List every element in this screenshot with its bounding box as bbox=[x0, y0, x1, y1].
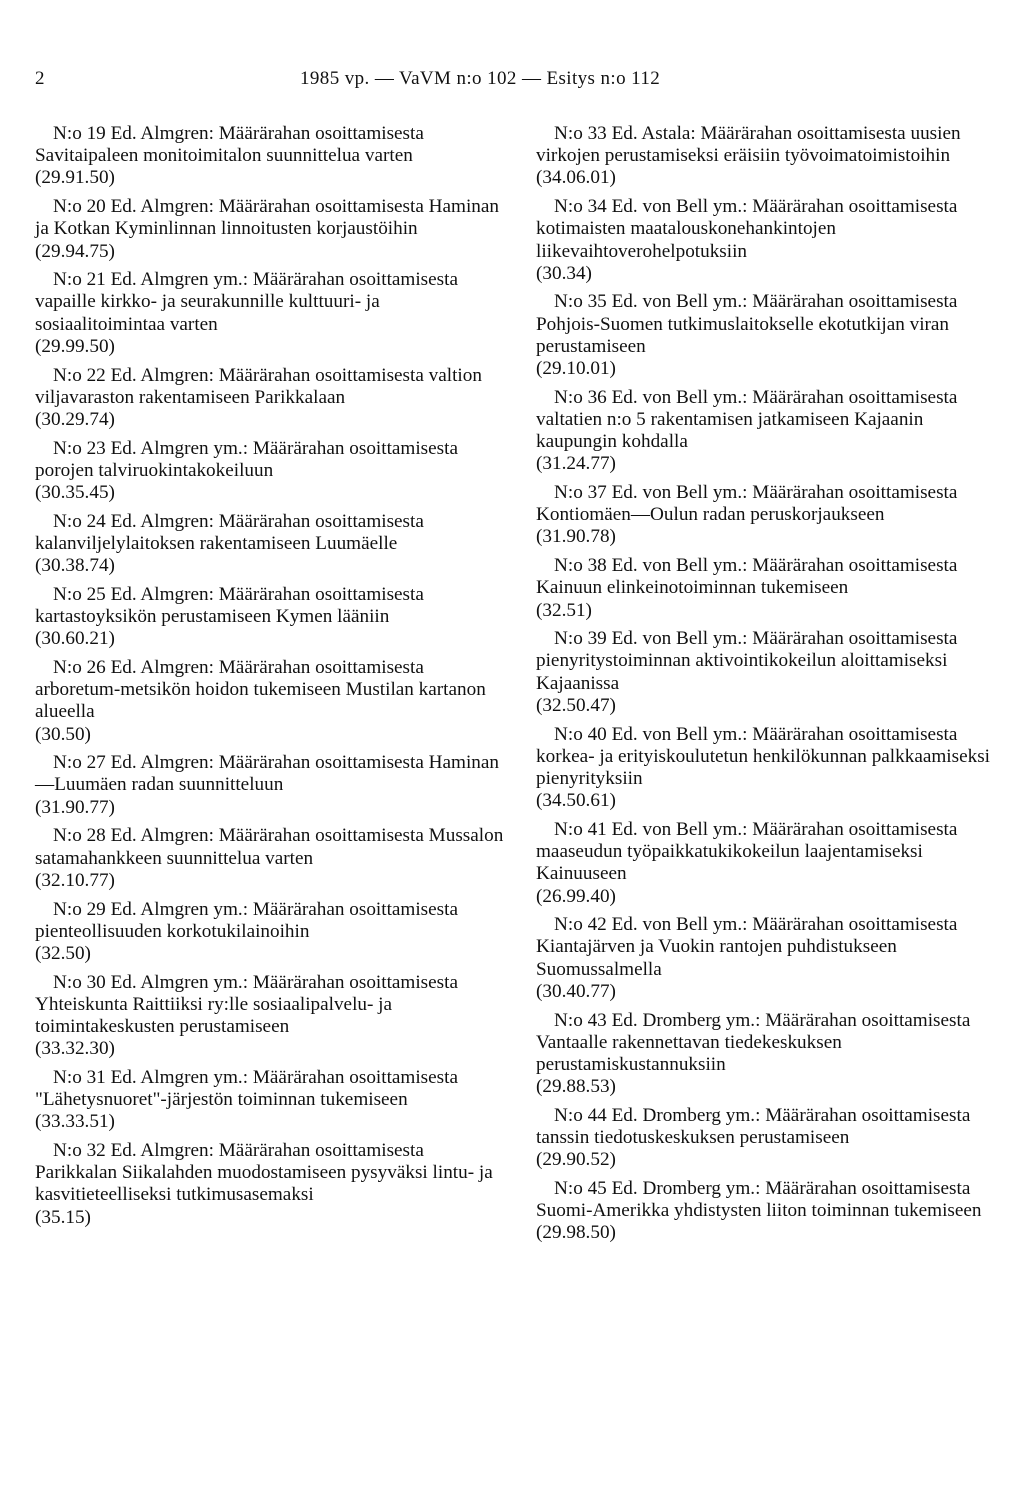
motion-entry bbox=[35, 899, 505, 966]
budget-code: (32.50) bbox=[35, 942, 91, 964]
budget-code: (30.40.77) bbox=[536, 980, 616, 1002]
motion-entry bbox=[35, 1140, 505, 1229]
motion-text: N:o 21 Ed. Almgren ym.: Määrärahan osoittamisesta vapaille kirkko- ja seurakunnille kulttuuri- ja sosiaalitoimintaa varten bbox=[35, 269, 458, 335]
right-column bbox=[536, 123, 1006, 1251]
motion-entry bbox=[536, 291, 1006, 380]
budget-code: (29.98.50) bbox=[536, 1222, 616, 1244]
motion-text: N:o 44 Ed. Dromberg ym.: Määrärahan osoittamisesta tanssin tiedotuskeskuksen perustamiseen bbox=[536, 1104, 971, 1149]
motion-entry bbox=[536, 724, 1006, 813]
budget-code: (29.10.01) bbox=[536, 358, 616, 380]
motion-entry bbox=[536, 482, 1006, 549]
motion-entry bbox=[35, 196, 505, 263]
running-title: 1985 vp. — VaVM n:o 102 — Esitys n:o 112 bbox=[300, 68, 661, 89]
budget-code: (29.94.75) bbox=[35, 240, 115, 262]
budget-code: (34.06.01) bbox=[536, 167, 616, 189]
budget-code: (31.90.77) bbox=[35, 796, 115, 818]
motion-text: N:o 40 Ed. von Bell ym.: Määrärahan osoittamisesta korkea- ja erityiskoulutetun henkilökunnan palkkaamiseksi pienyrityksiin bbox=[536, 723, 990, 789]
left-column bbox=[35, 123, 505, 1235]
motion-text: N:o 29 Ed. Almgren ym.: Määrärahan osoittamisesta pienteollisuuden korkotukilainoihin bbox=[35, 898, 458, 942]
motion-text: N:o 19 Ed. Almgren: Määrärahan osoittamisesta Savitaipaleen monitoimitalon suunnittelua varten bbox=[35, 123, 424, 167]
motion-text: N:o 25 Ed. Almgren: Määrärahan osoittamisesta kartastoyksikön perustamiseen Kymen lääniin bbox=[35, 583, 424, 628]
motion-entry bbox=[536, 628, 1006, 717]
motion-text: N:o 35 Ed. von Bell ym.: Määrärahan osoittamisesta Pohjois-Suomen tutkimuslaitokselle ekotutkijan viran perustamiseen bbox=[536, 291, 958, 357]
motion-entry bbox=[536, 1178, 1006, 1245]
motion-text: N:o 26 Ed. Almgren: Määrärahan osoittamisesta arboretum-metsikön hoidon tukemiseen Mustilan kartanon alueella bbox=[35, 656, 486, 723]
budget-code: (30.34) bbox=[536, 262, 592, 284]
motion-entry bbox=[536, 196, 1006, 285]
motion-text: N:o 37 Ed. von Bell ym.: Määrärahan osoittamisesta Kontiomäen—Oulun radan peruskorjaukseen bbox=[536, 482, 958, 526]
budget-code: (33.32.30) bbox=[35, 1038, 115, 1060]
motion-text: N:o 36 Ed. von Bell ym.: Määrärahan osoittamisesta valtatien n:o 5 rakentamisen jatkamiseen Kajaanin kaupungin kohdalla bbox=[536, 386, 958, 453]
budget-code: (33.33.51) bbox=[35, 1111, 115, 1133]
motion-text: N:o 45 Ed. Dromberg ym.: Määrärahan osoittamisesta Suomi-Amerikka yhdistysten liiton toiminnan tukemiseen bbox=[536, 1177, 982, 1222]
motion-entry bbox=[35, 1067, 505, 1134]
motion-entry bbox=[35, 365, 505, 432]
motion-entry bbox=[536, 1010, 1006, 1099]
budget-code: (32.10.77) bbox=[35, 869, 115, 891]
motion-text: N:o 30 Ed. Almgren ym.: Määrärahan osoittamisesta Yhteiskunta Raittiiksi ry:lle sosiaalipalvelu- ja toimintakeskusten perustamiseen bbox=[35, 971, 458, 1038]
motion-entry bbox=[536, 1105, 1006, 1172]
page-number: 2 bbox=[35, 68, 45, 89]
budget-code: (30.29.74) bbox=[35, 408, 115, 430]
motion-text: N:o 41 Ed. von Bell ym.: Määrärahan osoittamisesta maaseudun työpaikkatukikokeilun laajentamiseksi Kainuuseen bbox=[536, 818, 958, 885]
motion-text: N:o 34 Ed. von Bell ym.: Määrärahan osoittamisesta kotimaisten maatalouskonehankintojen liikevaihtoverohelpotuksiin bbox=[536, 196, 958, 262]
motion-text: N:o 22 Ed. Almgren: Määrärahan osoittamisesta valtion viljavaraston rakentamiseen Parikkalaan bbox=[35, 364, 482, 408]
motion-text: N:o 38 Ed. von Bell ym.: Määrärahan osoittamisesta Kainuun elinkeinotoiminnan tukemiseen bbox=[536, 555, 958, 599]
motion-entry bbox=[35, 972, 505, 1061]
motion-entry bbox=[35, 123, 505, 190]
motion-text: N:o 39 Ed. von Bell ym.: Määrärahan osoittamisesta pienyritystoiminnan aktivointikokeilun aloittamiseksi Kajaanissa bbox=[536, 628, 958, 694]
motion-entry bbox=[536, 123, 1006, 190]
motion-entry bbox=[35, 752, 505, 819]
motion-entry bbox=[536, 555, 1006, 622]
motion-text: N:o 28 Ed. Almgren: Määrärahan osoittamisesta Mussalon satamahankkeen suunnittelua varten bbox=[35, 825, 504, 869]
budget-code: (29.99.50) bbox=[35, 335, 115, 357]
motion-text: N:o 23 Ed. Almgren ym.: Määrärahan osoittamisesta porojen talviruokintakokeiluun bbox=[35, 437, 458, 481]
motion-entry bbox=[35, 269, 505, 358]
budget-code: (31.90.78) bbox=[536, 526, 616, 548]
budget-code: (31.24.77) bbox=[536, 453, 616, 475]
budget-code: (34.50.61) bbox=[536, 790, 616, 812]
motion-entry bbox=[35, 584, 505, 651]
budget-code: (30.50) bbox=[35, 723, 91, 745]
motion-text: N:o 33 Ed. Astala: Määrärahan osoittamisesta uusien virkojen perustamiseksi eräisiin työvoimatoimistoihin bbox=[536, 123, 961, 167]
budget-code: (29.91.50) bbox=[35, 167, 115, 189]
budget-code: (26.99.40) bbox=[536, 885, 616, 907]
motion-entry bbox=[35, 825, 505, 892]
motion-entry bbox=[536, 819, 1006, 908]
budget-code: (30.38.74) bbox=[35, 555, 115, 577]
motion-entry bbox=[536, 914, 1006, 1003]
motion-entry bbox=[35, 511, 505, 578]
budget-code: (30.35.45) bbox=[35, 482, 115, 504]
page-header bbox=[0, 68, 1024, 98]
budget-code: (35.15) bbox=[35, 1206, 91, 1228]
motion-entry bbox=[536, 387, 1006, 476]
motion-entry bbox=[35, 657, 505, 746]
motion-text: N:o 27 Ed. Almgren: Määrärahan osoittamisesta Haminan—Luumäen radan suunnitteluun bbox=[35, 752, 499, 796]
motion-text: N:o 32 Ed. Almgren: Määrärahan osoittamisesta Parikkalan Siikalahden muodostamiseen pysyväksi lintu- ja kasvitieteelliseksi tutkimusasemaksi bbox=[35, 1140, 493, 1206]
motion-text: N:o 43 Ed. Dromberg ym.: Määrärahan osoittamisesta Vantaalle rakennettavan tiedekeskuksen perustamiskustannuksiin bbox=[536, 1009, 971, 1075]
budget-code: (29.90.52) bbox=[536, 1149, 616, 1171]
motion-text: N:o 31 Ed. Almgren ym.: Määrärahan osoittamisesta "Lähetysnuoret"-järjestön toiminnan tukemiseen bbox=[35, 1066, 458, 1111]
budget-code: (32.50.47) bbox=[536, 694, 616, 716]
motion-entry bbox=[35, 438, 505, 505]
motion-text: N:o 24 Ed. Almgren: Määrärahan osoittamisesta kalanviljelylaitoksen rakentamiseen Luumäelle bbox=[35, 510, 424, 554]
budget-code: (32.51) bbox=[536, 599, 592, 621]
motion-text: N:o 20 Ed. Almgren: Määrärahan osoittamisesta Haminan ja Kotkan Kyminlinnan linnoitusten korjaustöihin bbox=[35, 196, 499, 240]
budget-code: (29.88.53) bbox=[536, 1076, 616, 1098]
motion-text: N:o 42 Ed. von Bell ym.: Määrärahan osoittamisesta Kiantajärven ja Vuokin rantojen puhdistukseen Suomussalmella bbox=[536, 914, 958, 980]
budget-code: (30.60.21) bbox=[35, 628, 115, 650]
